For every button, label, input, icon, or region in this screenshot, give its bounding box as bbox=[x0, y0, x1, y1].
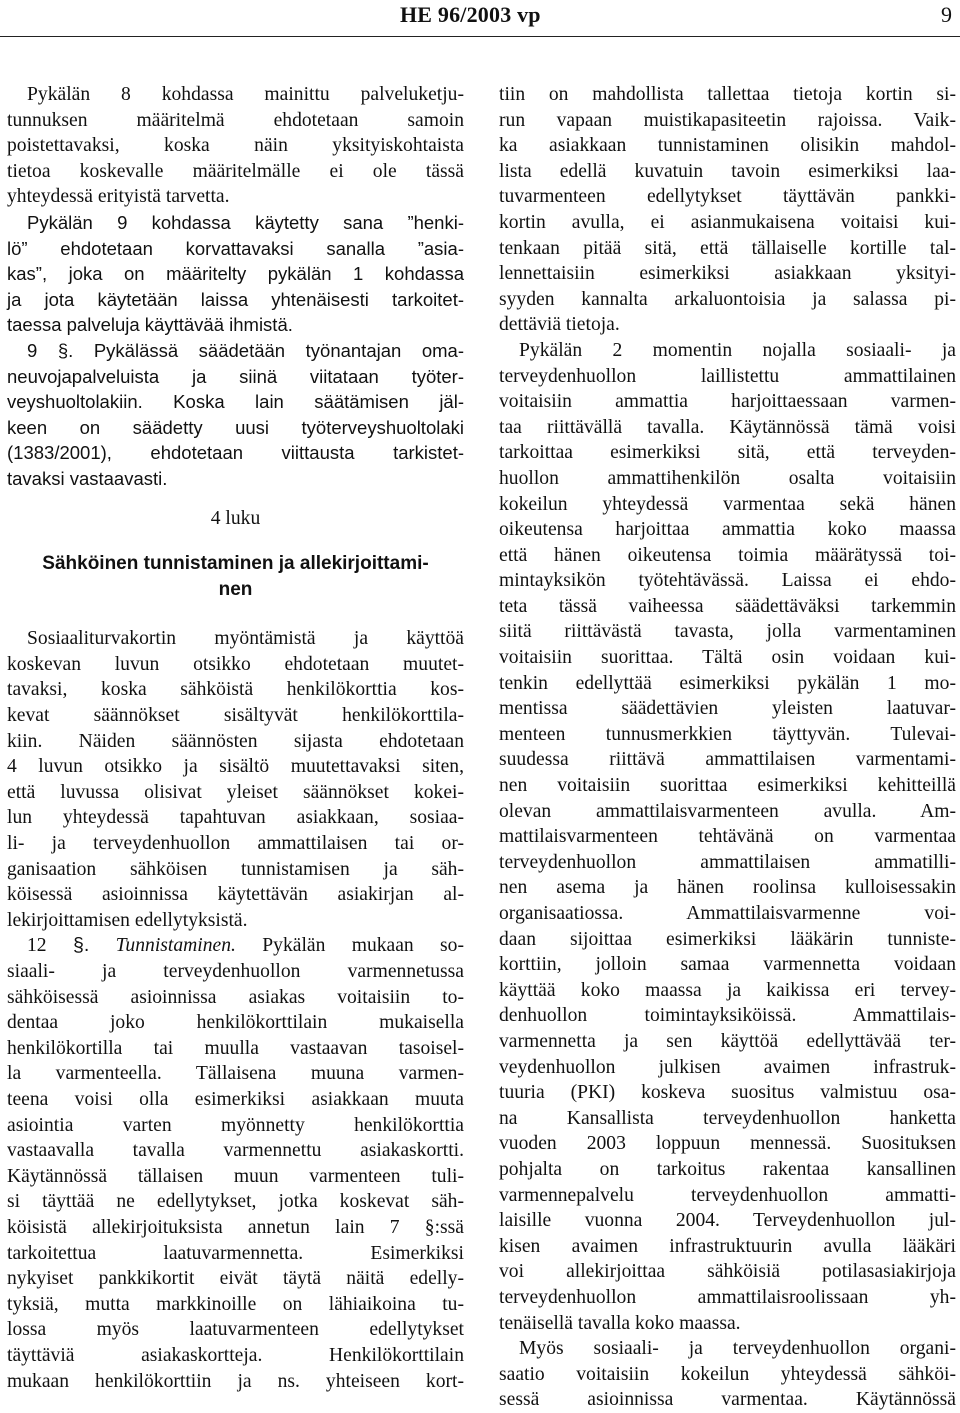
text-line: tarkoitettua laatuvarmennetta. Esimerkiksi bbox=[7, 1242, 464, 1264]
text-line: taa riittävällä tavalla. Käytännössä tämä voisi bbox=[499, 416, 956, 438]
text-line: kas”, joka on määritelty pykälän 1 kohdassa bbox=[7, 263, 464, 285]
text-line: oikeutensa harjoittaa ammattia koko maassa bbox=[499, 519, 956, 541]
text-line: tuuria (PKI) koskeva suositus valmistuu osa- bbox=[499, 1082, 956, 1104]
text-line: yhteydessä erityistä tarvetta. bbox=[7, 186, 230, 208]
text-line: Myös sosiaali- ja terveydenhuollon organi- bbox=[519, 1338, 956, 1360]
text-line: terveydenhuollon ammattilaisen ammatilli- bbox=[499, 851, 956, 873]
chapter-title-line: nen bbox=[218, 578, 253, 600]
text-line: siaali- ja terveydenhuollon varmennetussa bbox=[7, 961, 464, 982]
text-line: täyttäviä asiakaskortteja. Henkilökorttilain bbox=[7, 1344, 464, 1366]
text-line: kortin avulla, ei asianmukaisena voitaisi kui- bbox=[499, 211, 956, 233]
text-line bbox=[7, 933, 464, 959]
text-line: lö” ehdotetaan korvattavaksi sanalla ”asia- bbox=[7, 237, 464, 259]
text-line: daan sijoittaa esimerkiksi lääkärin tunniste- bbox=[499, 928, 956, 950]
text-line: neuvojapalveluista ja siinä viitataan työter- bbox=[7, 365, 464, 387]
text-line: voi allekirjoittaa sähköisiä potilasasiakirjoja bbox=[499, 1261, 956, 1283]
paragraph-section-9 bbox=[7, 338, 464, 492]
paragraph-continuation bbox=[499, 82, 956, 338]
text-line: varmennetta ja sen käyttöä edellyttävää ter- bbox=[499, 1030, 956, 1052]
text-line: käyttää koko maassa ja kaikissa eri tervey- bbox=[499, 979, 956, 1001]
text-line: run vapaan muistikapasiteetin rajoissa. Vaik- bbox=[499, 109, 956, 131]
text-line: sessä asioinnissa varmentaa. Käytännössä bbox=[499, 1389, 956, 1411]
text-line: koskevan luvun otsikko ehdotetaan muutet- bbox=[7, 653, 464, 675]
text-line: nen voitaisiin suorittaa esimerkiksi kehitteillä bbox=[499, 775, 956, 797]
text-run: Pykälässä säädetään työnantajan oma- bbox=[73, 339, 464, 361]
text-line: kiin. Näiden säännösten sijasta ehdotetaan bbox=[7, 730, 464, 752]
text-line: tarkoittaa esimerkiksi sitä, että terveyden- bbox=[499, 442, 956, 464]
text-line: vuoden 2003 loppuun mennessä. Suosituksen bbox=[499, 1133, 956, 1155]
text-line: että luvussa olisivat yleiset säännökset kokei- bbox=[7, 781, 464, 803]
paragraph-organisaatio bbox=[499, 1336, 956, 1413]
text-run: Koska lain säätämisen jäl- bbox=[142, 391, 464, 413]
text-line: Sosiaaliturvakortin myöntämistä ja käyttöä bbox=[27, 628, 464, 650]
section-number: 12 bbox=[27, 935, 47, 957]
text-line: tenäisellä tavalla koko maassa. bbox=[499, 1312, 741, 1334]
text-line: taessa palveluja käyttävää ihmistä. bbox=[7, 314, 293, 336]
text-line: Pykälän 8 kohdassa mainittu palveluketju- bbox=[27, 84, 464, 105]
text-line: denhuollon toimintayksiköissä. Ammattilais- bbox=[499, 1005, 956, 1027]
text-line: nykyiset pankkikortit eivät täytä näitä edelly- bbox=[7, 1268, 464, 1290]
text-line: tunnuksen määritelmä ehdotetaan samoin bbox=[7, 109, 464, 131]
section-mark: §. bbox=[72, 934, 90, 957]
text-line: voitaisiin suorittaa. Tältä osin voidaan kui- bbox=[499, 647, 956, 669]
text-run: veyshuoltolakiin. bbox=[7, 391, 143, 413]
text-line: ganisaation sähköisen tunnistamisen ja säh- bbox=[7, 858, 464, 880]
text-line: organisaatiossa. Ammattilaisvarmenne voi- bbox=[499, 903, 956, 924]
text-line: tiin on mahdollista tallettaa tietoja kortin si- bbox=[499, 84, 956, 105]
text-line: kokeilun yhteydessä varmentaa sekä hänen bbox=[499, 493, 956, 515]
section-title: Tunnistaminen. bbox=[89, 935, 236, 957]
paragraph-kohta-8 bbox=[7, 82, 464, 210]
left-column bbox=[7, 82, 464, 1394]
text-line: kevat säännökset sisältyvät henkilökorttila- bbox=[7, 705, 464, 727]
text-run: Pykälän mukaan so- bbox=[235, 935, 465, 957]
text-line: tietoa koskevalle määritelmälle ei ole tässä bbox=[7, 160, 464, 182]
text-line: lista edellä kuvatuin tavoin esimerkiksi laa- bbox=[499, 160, 956, 182]
page-header bbox=[0, 0, 960, 37]
text-line: mattilaisvarmenteen tehtävänä on varmentaa bbox=[499, 826, 956, 848]
text-line: korttiin, jolloin samaa varmennetta voidaan bbox=[499, 954, 956, 976]
text-line: tyksiä, mutta markkinoille on lähiaikoina tu- bbox=[7, 1293, 464, 1315]
text-line: lossa myös laatuvarmenteen edellytykset bbox=[7, 1319, 464, 1341]
text-line: henkilökortilla tai muulla vastaavan tasoisel- bbox=[7, 1037, 464, 1059]
chapter-number: 4 luku bbox=[210, 507, 261, 529]
text-line: olevan ammattilaisvarmenteen avulla. Am- bbox=[499, 800, 956, 822]
text-line: poistettavaksi, koska näin yksityiskohtaista bbox=[7, 135, 464, 157]
text-line: veydenhuollon julkisen avaimen infrastruk- bbox=[499, 1056, 956, 1078]
paragraph-chapter-4 bbox=[7, 626, 464, 933]
text-line: köisessä asioinnissa käytettävän asiakirjan al- bbox=[7, 884, 464, 906]
text-line: 4 luvun otsikko ja sisältö muutettavaksi siten, bbox=[7, 756, 464, 778]
text-line: Pykälän 9 kohdassa käytetty sana ”henki- bbox=[27, 211, 464, 233]
text-line: suudessa riittävä ammattilaisen varmentami- bbox=[499, 749, 956, 771]
text-line bbox=[7, 338, 464, 364]
text-line: varmennepalvelu terveydenhuollon ammatti- bbox=[499, 1184, 956, 1206]
text-line: pohjalta on tarkoitus rakentaa kansallinen bbox=[499, 1158, 956, 1180]
text-line: teta tässä vaiheessa säädettäväksi tarkemmin bbox=[499, 595, 956, 617]
text-line: Käytännössä tällaisen muun varmenteen tuli- bbox=[7, 1165, 464, 1187]
text-line: li- ja terveydenhuollon ammattilaisen tai or- bbox=[7, 833, 464, 855]
text-line: na Kansallista terveydenhuollon hanketta bbox=[499, 1107, 956, 1129]
text-line: ka asiakkaan tunnistaminen olisikin mahdol- bbox=[499, 135, 956, 157]
text-line: saatio voitaisiin kokeilun yhteydessä sähköi- bbox=[499, 1363, 956, 1385]
text-line: asiointia varten myönnetty henkilökorttia bbox=[7, 1114, 464, 1136]
text-line: lun yhteydessä tapahtuvan asiakkaan, sosiaa- bbox=[7, 807, 464, 829]
section-mark: §. bbox=[57, 339, 74, 361]
text-line: terveydenhuollon ammattilaisroolissaan yh- bbox=[499, 1286, 956, 1308]
paragraph-kohta-9 bbox=[7, 210, 464, 338]
chapter-title bbox=[7, 551, 464, 602]
text-line: nen asema ja hänen roolinsa kulloisessakin bbox=[499, 877, 956, 899]
section-number: 9 bbox=[27, 339, 38, 361]
text-line: keen on säädetty uusi työterveyshuoltolaki bbox=[7, 416, 464, 438]
text-line: mukaan henkilökorttiin ja ns. yhteiseen kort- bbox=[7, 1370, 464, 1392]
text-line: tavaksi vastaavasti. bbox=[7, 467, 168, 489]
text-line: (1383/2001), ehdotetaan viittausta tarkistet- bbox=[7, 442, 464, 464]
text-line: lennettaisiin esimerkiksi asiakkaan yksityi- bbox=[499, 263, 956, 285]
text-line: si täyttää ne edellytykset, jotka koskevat säh- bbox=[7, 1191, 464, 1213]
text-line: la varmenteella. Tällaisena muuna varmen- bbox=[7, 1063, 464, 1085]
document-id: HE 96/2003 vp bbox=[400, 2, 541, 27]
paragraph-section-12 bbox=[7, 933, 464, 1394]
text-line: mentissa säädettävien yleisten laatuvar- bbox=[499, 698, 956, 720]
right-column bbox=[499, 82, 956, 1413]
text-line: mintayksikön työtehtävässä. Laissa ei ehdo- bbox=[499, 570, 956, 592]
text-line: tuvarmenteen edellytykset täyttävän pankki- bbox=[499, 186, 956, 208]
text-line: köisistä allekirjoituksista annetun lain 7 §:ssä bbox=[7, 1216, 464, 1238]
text-line bbox=[7, 389, 464, 415]
text-line: dentaa joko henkilökorttilain mukaisella bbox=[7, 1012, 464, 1034]
text-line: voitaisiin ammattia harjoittaessaan varmen- bbox=[499, 391, 956, 413]
text-line: sähköisessä asioinnissa asiakas voitaisiin to- bbox=[7, 986, 464, 1008]
text-line: syyden kannalta arkaluontoisia ja salassa pi- bbox=[499, 288, 956, 310]
text-line: tavaksi, koska sähköistä henkilökorttia kos- bbox=[7, 679, 464, 701]
text-line: että hänen oikeutensa toimia määrätyssä toi- bbox=[499, 544, 956, 566]
text-line: siitä riittävästä tavasta, jolla varmentaminen bbox=[499, 621, 956, 643]
text-line: Pykälän 2 momentin nojalla sosiaali- ja bbox=[519, 339, 956, 361]
text-line: vastaavalla tavalla varmennettu asiakaskortti. bbox=[7, 1140, 464, 1162]
text-line: menteen tunnusmerkkien täyttyvän. Tulevai- bbox=[499, 723, 956, 745]
text-line: laisille vuonna 2004. Terveydenhuollon jul- bbox=[499, 1210, 956, 1232]
text-line: tenkin edellyttää esimerkiksi pykälän 1 mo- bbox=[499, 672, 956, 694]
paragraph-momentti-2 bbox=[499, 338, 956, 1336]
text-line: teena voisi olla esimerkiksi asiakkaan muuta bbox=[7, 1088, 464, 1110]
text-line: huollon ammattihenkilön osalta voitaisiin bbox=[499, 467, 956, 489]
chapter-title-line: Sähköinen tunnistaminen ja allekirjoittami- bbox=[42, 553, 429, 575]
text-line: kisen avaimen infrastruktuurin avulla lääkäri bbox=[499, 1235, 956, 1257]
text-line: ja jota käytetään laissa yhtenäisesti tarkoitet- bbox=[7, 288, 464, 310]
text-line: dettäviä tietoja. bbox=[499, 314, 620, 336]
text-line: terveydenhuollon laillistettu ammattilainen bbox=[499, 365, 956, 387]
page-number: 9 bbox=[941, 2, 952, 27]
text-line: lekirjoittamisen edellytyksistä. bbox=[7, 909, 248, 931]
text-line: tenkaan pitää sitä, että tällaiselle kortille tal- bbox=[499, 237, 956, 259]
